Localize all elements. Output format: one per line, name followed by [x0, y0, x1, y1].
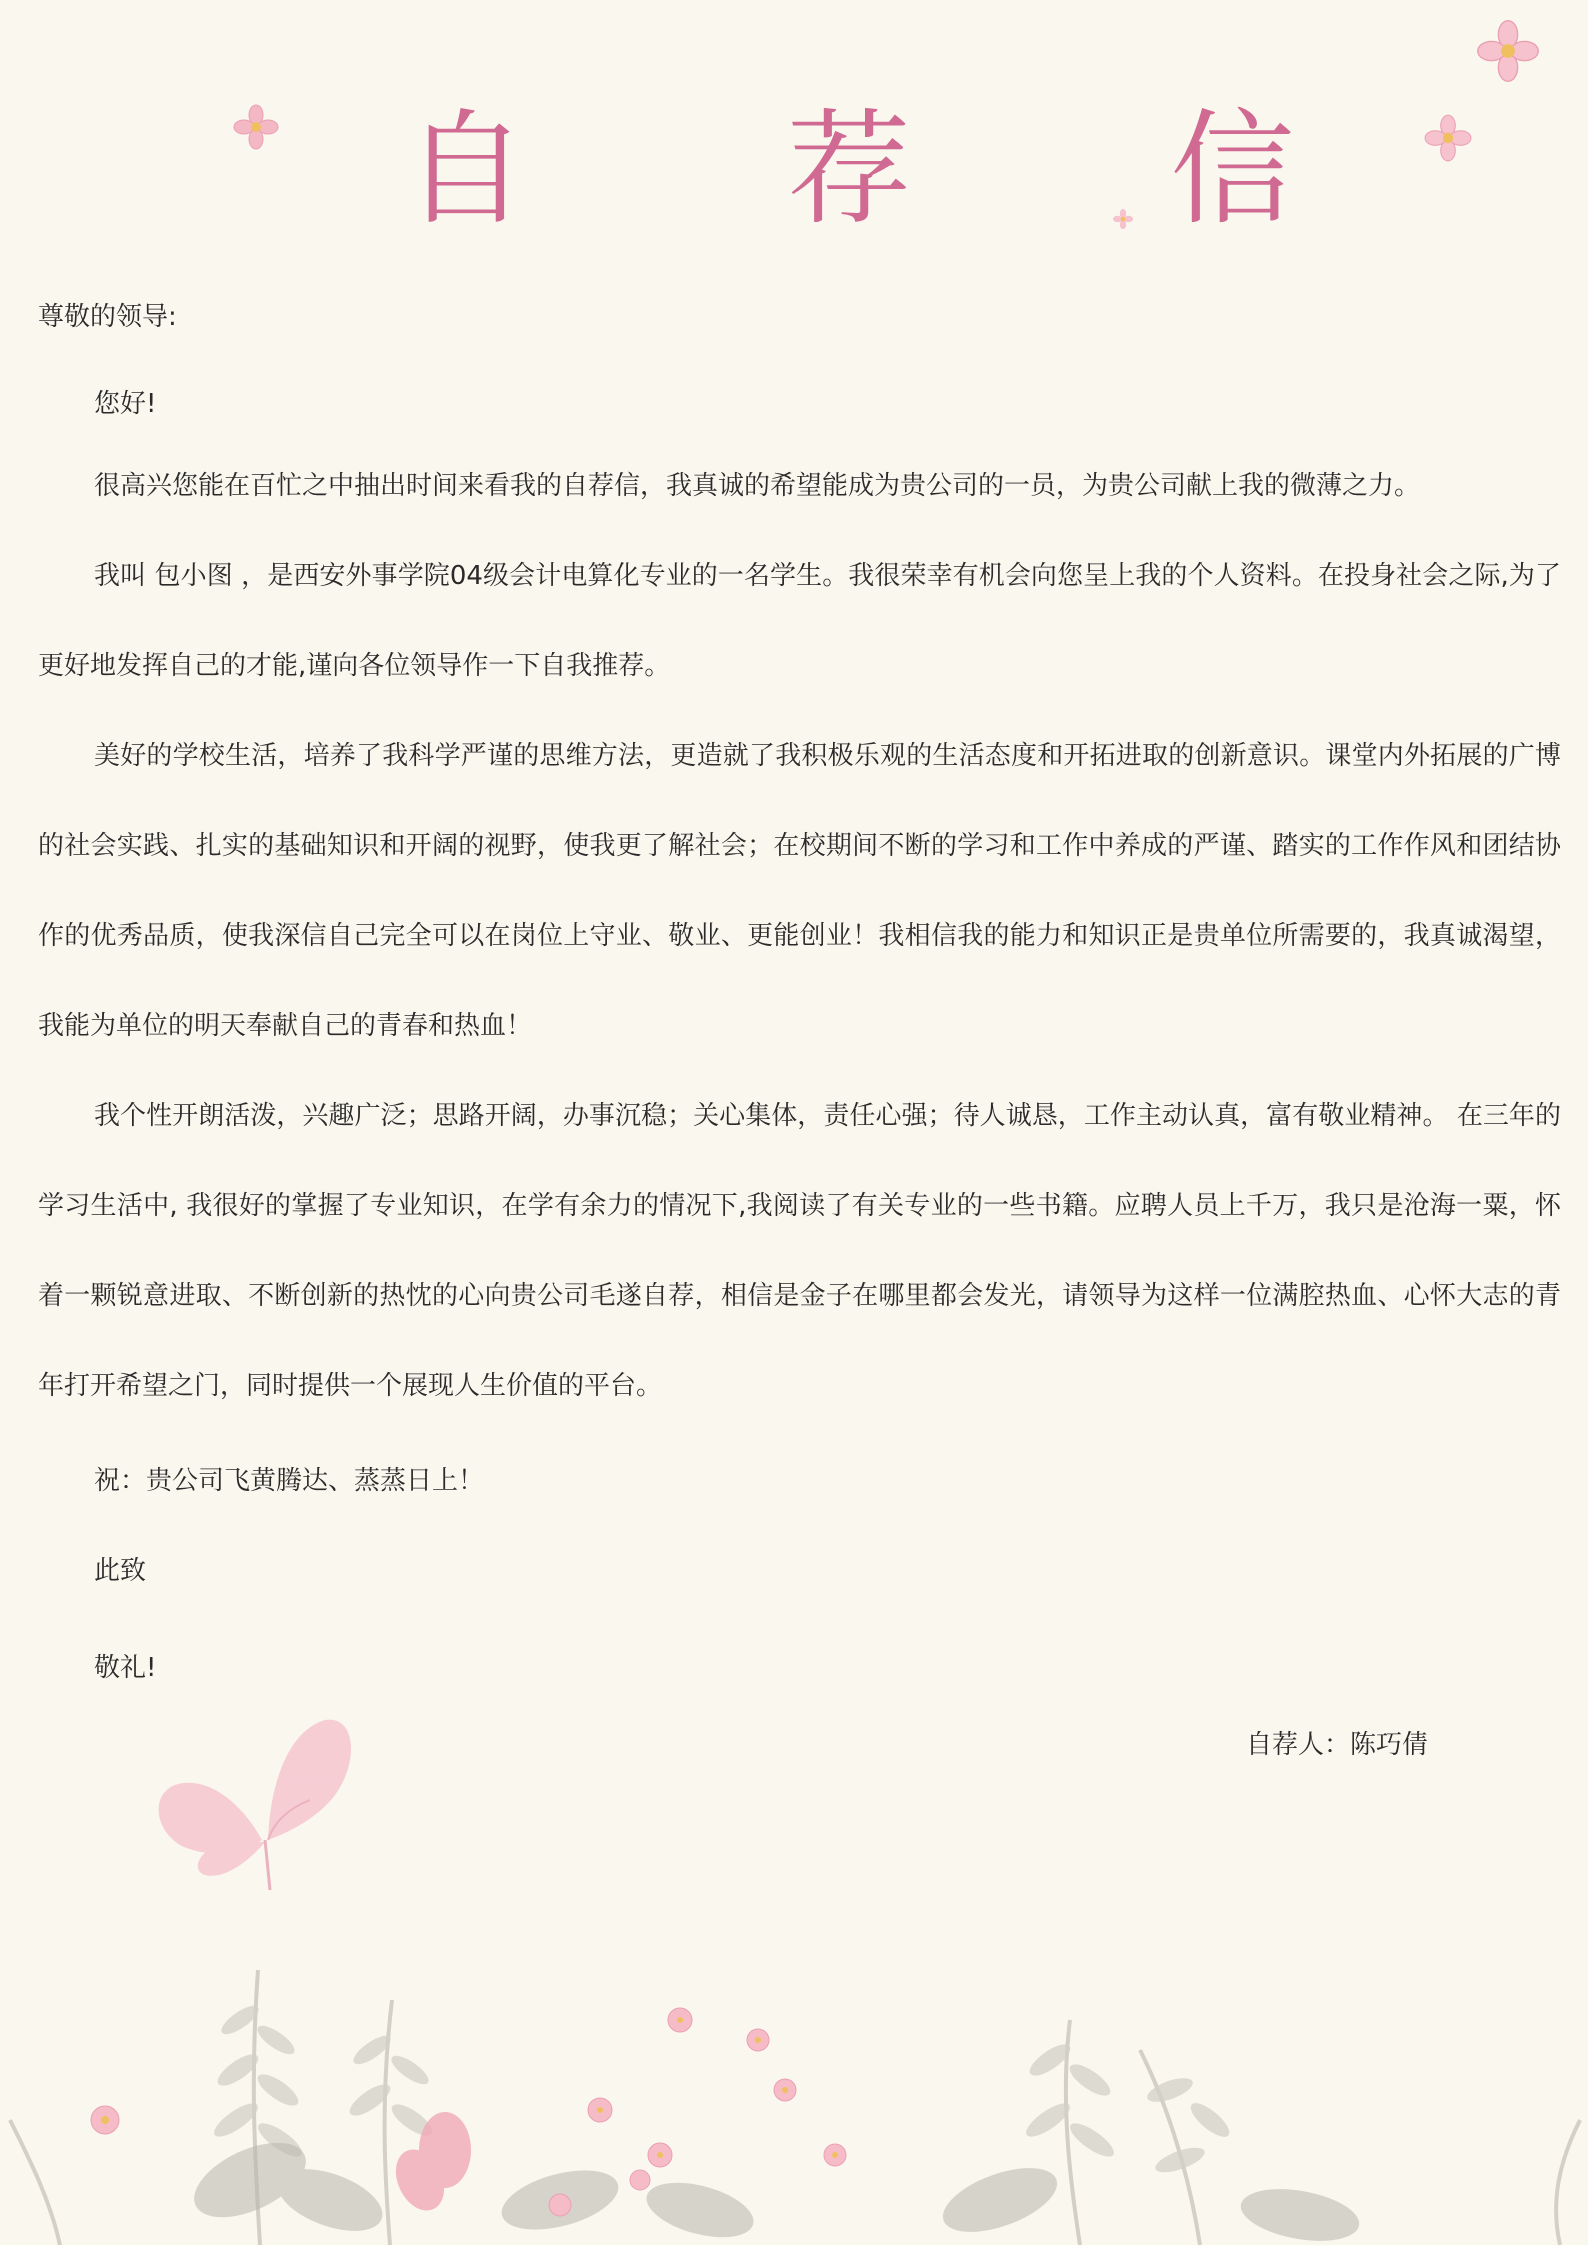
paragraph-self-introduction: 我叫 包小图 ，是西安外事学院04级会计电算化专业的一名学生。我很荣幸有机会向您呈上我的个人资料。在投身社会之际,为了更好地发挥自己的才能,谨向各位领导作一下自我推荐。 [38, 561, 1561, 681]
paragraph-school-life: 美好的学校生活，培养了我科学严谨的思维方法，更造就了我积极乐观的生活态度和开拓进取的创新意识。课堂内外拓展的广博的社会实践、扎实的基础知识和开阔的视野，使我更了解社会；在校期间不断的学习和工作中养成的严谨、踏实的工作作风和团结协作的优秀品质，使我深信自己完全可以在岗位上守业、敬业、更能创业！我相信我的能力和知识正是贵单位所需要的，我真诚渴望，我能为单位的明天奉献自己的青春和热血！ [38, 741, 1561, 1041]
signature: 自荐人：陈巧倩 [1246, 1730, 1429, 1760]
closing-line-2: 敬礼! [94, 1653, 157, 1683]
flower-icon [1475, 18, 1541, 84]
page-title: 自 荐 信 [403, 98, 1405, 242]
floral-decoration [0, 1880, 1588, 2245]
paragraph-personality: 我个性开朗活泼，兴趣广泛；思路开阔，办事沉稳；关心集体，责任心强；待人诚恳，工作主动认真，富有敬业精神。 在三年的学习生活中, 我很好的掌握了专业知识，在学有余力的情况下,我阅读了有关专业的一些书籍。应聘人员上千万，我只是沧海一粟，怀着一颗锐意进取、不断创新的热忱的心向贵公司毛遂自荐，相信是金子在哪里都会发光，请领导为这样一位满腔热血、心怀大志的青年打开希望之门，同时提供一个展现人生价值的平台。 [38, 1101, 1561, 1401]
greeting: 您好! [94, 389, 157, 419]
salutation: 尊敬的领导: [38, 302, 177, 332]
paragraph-intro: 很高兴您能在百忙之中抽出时间来看我的自荐信，我真诚的希望能成为贵公司的一员，为贵公司献上我的微薄之力。 [94, 471, 1421, 501]
butterfly-icon [150, 1690, 360, 1900]
closing-line-1: 此致 [94, 1556, 147, 1586]
wish-line: 祝：贵公司飞黄腾达、蒸蒸日上！ [94, 1466, 485, 1496]
